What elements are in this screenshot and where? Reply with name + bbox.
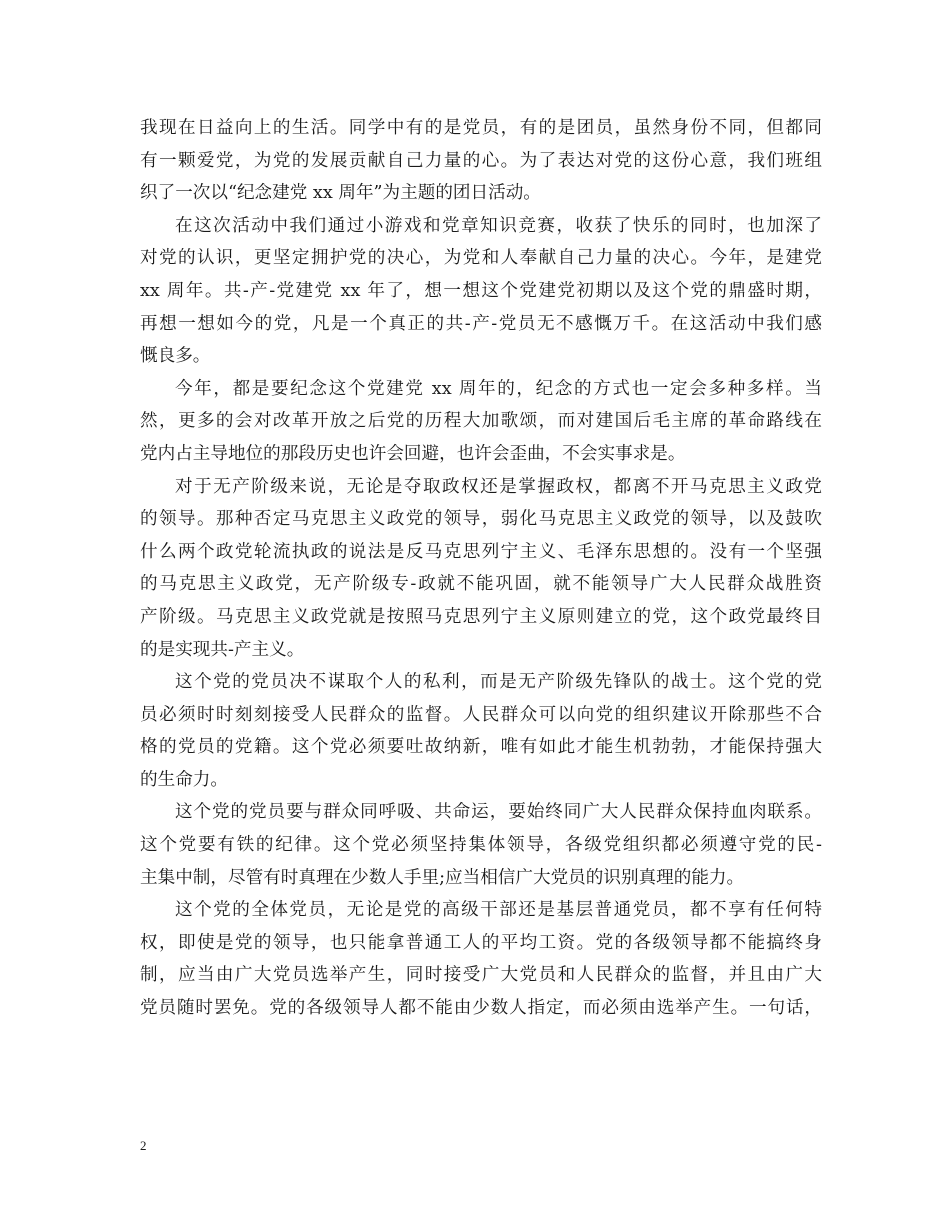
text-line: 产阶级。马克思主义政党就是按照马克思列宁主义原则建立的党，这个政党最终目 xyxy=(140,606,822,627)
text-line: 这个党的全体党员，无论是党的高级干部还是基层普通党员，都不享有任何特 xyxy=(175,900,822,921)
text-line: 对党的认识，更坚定拥护党的决心，为党和人奉献自己力量的决心。今年，是建党 xyxy=(140,248,822,269)
paragraph xyxy=(140,894,822,1024)
text-line: 权，即使是党的领导，也只能拿普通工人的平均工资。党的各级领导都不能搞终身 xyxy=(140,932,822,953)
text-line: 党内占主导地位的那段历史也许会回避，也许会歪曲，不会实事求是。 xyxy=(140,443,686,464)
text-line: 的领导。那种否定马克思主义政党的领导，弱化马克思主义政党的领导，以及鼓吹 xyxy=(140,509,822,530)
paragraph xyxy=(140,210,822,373)
text-line: 慨良多。 xyxy=(140,346,211,367)
document-body xyxy=(140,112,822,1025)
paragraph xyxy=(140,112,822,210)
paragraph xyxy=(140,796,822,894)
text-line: 这个党的党员要与群众同呼吸、共命运，要始终同广大人民群众保持血肉联系。 xyxy=(175,802,822,823)
text-line: 格的党员的党籍。这个党必须要吐故纳新，唯有如此才能生机勃勃，才能保持强大 xyxy=(140,737,822,758)
page-number: 2 xyxy=(140,1138,147,1153)
text-line: 制，应当由广大党员选举产生，同时接受广大党员和人民群众的监督，并且由广大 xyxy=(140,965,822,986)
paragraph xyxy=(140,373,822,471)
paragraph xyxy=(140,471,822,667)
text-line: 对于无产阶级来说，无论是夺取政权还是掌握政权，都离不开马克思主义政党 xyxy=(175,476,822,497)
text-line: 我现在日益向上的生活。同学中有的是党员，有的是团员，虽然身份不同，但都同 xyxy=(140,118,822,138)
text-line: 的是实现共-产主义。 xyxy=(140,639,305,660)
text-line: 然，更多的会对改革开放之后党的历程大加歌颂，而对建国后毛主席的革命路线在 xyxy=(140,411,822,432)
text-line: 有一颗爱党，为党的发展贡献自己力量的心。为了表达对党的这份心意，我们班组 xyxy=(140,150,822,171)
text-line: 什么两个政党轮流执政的说法是反马克思列宁主义、毛泽东思想的。没有一个坚强 xyxy=(140,541,822,562)
text-line: 在这次活动中我们通过小游戏和党章知识竞赛，收获了快乐的同时，也加深了 xyxy=(175,215,822,236)
text-line: xx 周年。共-产-党建党 xx 年了，想一想这个党建党初期以及这个党的鼎盛时期， xyxy=(140,280,822,301)
text-line: 这个党的党员决不谋取个人的私利，而是无产阶级先锋队的战士。这个党的党 xyxy=(175,672,822,693)
paragraph xyxy=(140,666,822,796)
text-line: 织了一次以“纪念建党 xx 周年”为主题的团日活动。 xyxy=(140,183,541,204)
text-line: 这个党要有铁的纪律。这个党必须坚持集体领导，各级党组织都必须遵守党的民- xyxy=(140,835,822,856)
text-line: 的马克思主义政党，无产阶级专-政就不能巩固，就不能领导广大人民群众战胜资 xyxy=(140,574,822,595)
text-line: 党员随时罢免。党的各级领导人都不能由少数人指定，而必须由选举产生。一句话， xyxy=(140,998,822,1019)
text-line: 今年，都是要纪念这个党建党 xx 周年的，纪念的方式也一定会多种多样。当 xyxy=(175,378,822,399)
text-line: 主集中制，尽管有时真理在少数人手里;应当相信广大党员的识别真理的能力。 xyxy=(140,867,745,888)
text-line: 员必须时时刻刻接受人民群众的监督。人民群众可以向党的组织建议开除那些不合 xyxy=(140,704,822,725)
text-line: 再想一想如今的党，凡是一个真正的共-产-党员无不感慨万千。在这活动中我们感 xyxy=(140,313,822,334)
text-line: 的生命力。 xyxy=(140,769,228,790)
